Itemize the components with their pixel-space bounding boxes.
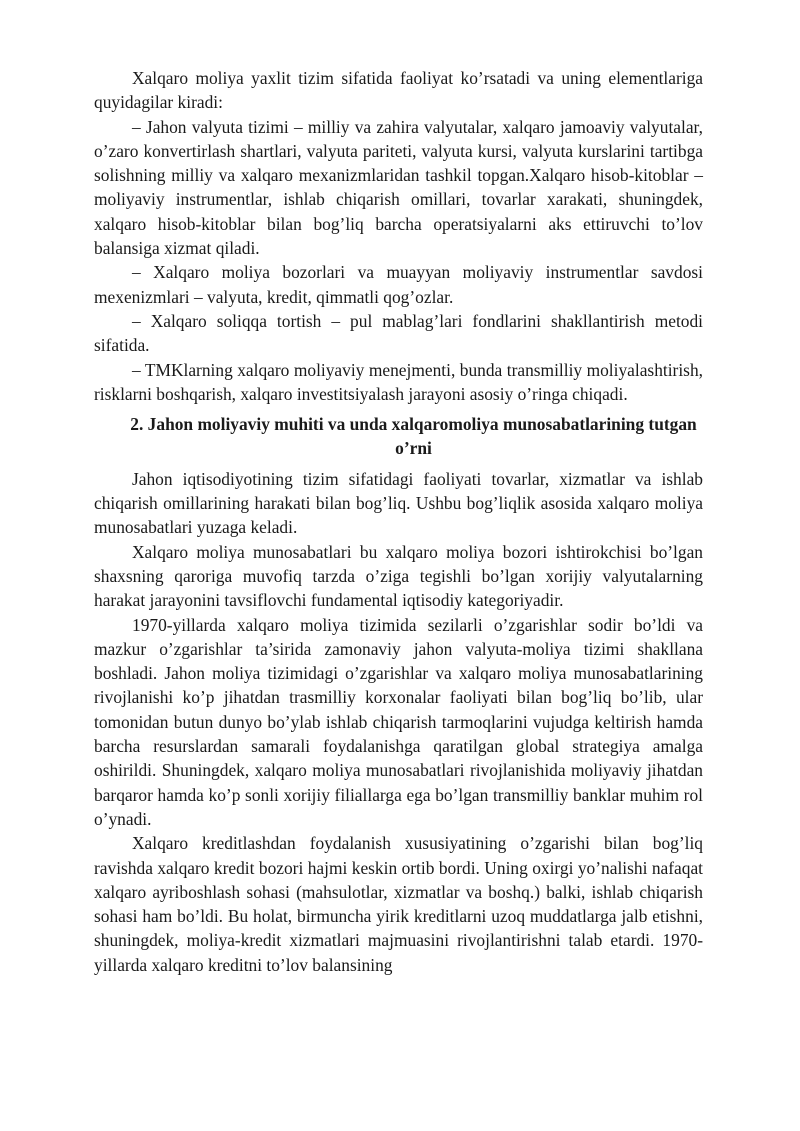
list-item-taxation: – Xalqaro soliqqa tortish – pul mablag’lari fondlarini shakllantirish metodi sifatida. (94, 310, 703, 356)
document-page (94, 66, 703, 977)
list-item-currency-system: – Jahon valyuta tizimi – milliy va zahira valyutalar, xalqaro jamoaviy valyutalar, o’zaro konvertirlash shartlari, valyuta pariteti, valyuta kursi, valyuta kurslarini tartibga solishning milliy va xalqaro mexanizmlaridan tashkil topgan.Xalqaro hisob-kitoblar – moliyaviy instrumentlar, ishlab chiqarish omillari, tovarlar xarakati, shuningdek, xalqaro hisob-kitoblar bilan bog’liq barcha operatsiyalarni aks ettiruvchi to’lov balansiga xizmat qiladi. (94, 116, 703, 259)
paragraph-financial-relations: Xalqaro moliya munosabatlari bu xalqaro moliya bozori ishtirokchisi bo’lgan shaxsning qaroriga muvofiq tarzda o’ziga tegishli bo’lgan xorijiy valyutalarning harakat jarayonini tavsiflovchi fundamental iqtisodiy kategoriyadir. (94, 541, 703, 611)
paragraph-world-economy: Jahon iqtisodiyotining tizim sifatidagi faoliyati tovarlar, xizmatlar va ishlab chiqarish omillarining harakati bilan bog’liq. Ushbu bog’liqlik asosida xalqaro moliya munosabatlari yuzaga keladi. (94, 468, 703, 538)
list-item-financial-markets: – Xalqaro moliya bozorlari va muayyan moliyaviy instrumentlar savdosi mexenizmlari – valyuta, kredit, qimmatli qog’ozlar. (94, 262, 703, 307)
section-heading: 2. Jahon moliyaviy muhiti va unda xalqaromoliya munosabatlarining tutgan o’rni (130, 414, 697, 459)
list-item-tnc-management: – TMKlarning xalqaro moliyaviy menejmenti, bunda transmilliy moliyalashtirish, risklarni boshqarish, xalqaro investitsiyalash jarayoni asosiy o’ringa chiqadi. (94, 359, 703, 404)
paragraph-intro: Xalqaro moliya yaxlit tizim sifatida faoliyat ko’rsatadi va uning elementlariga quyidagilar kiradi: (94, 68, 703, 113)
paragraph-international-credit: Xalqaro kreditlashdan foydalanish xususiyatining o’zgarishi bilan bog’liq ravishda xalqaro kredit bozori hajmi keskin ortib bordi. Uning oxirgi yo’nalishi nafaqat xalqaro ayriboshlash sohasi (mahsulotlar, xizmatlar va boshq.) balki, ishlab chiqarish sohasi ham bo’ldi. Bu holat, birmuncha yirik kreditlarni uzoq muddatlarga jalb etishni, shuningdek, moliya-kredit xizmatlari majmuasini rivojlantirishni talab etardi. 1970-yillarda xalqaro kreditni to’lov balansining (94, 833, 703, 975)
paragraph-1970s-changes: 1970-yillarda xalqaro moliya tizimida sezilarli o’zgarishlar sodir bo’ldi va mazkur o’zgarishlar ta’sirida zamonaviy jahon valyuta-moliya tizimi shakllana boshladi. Jahon moliya tizimidagi o’zgarishlar va xalqaro moliya munosabatlarining rivojlanishi ko’p jihatdan trasmilliy korxonalar faoliyati bilan bog’liq bo’lib, ular tomonidan butun dunyo bo’ylab ishlab chiqarish tarmoqlarini vujudga keltirish hamda barcha resurslardan samarali foydalanishga qaratilgan global strategiya amalga oshirildi. Shuningdek, xalqaro moliya munosabatlari rivojlanishida moliyaviy jihatdan barqaror hamda ko’p sonli xorijiy filiallarga ega bo’lgan transmilliy banklar muhim rol o’ynadi. (94, 614, 703, 829)
